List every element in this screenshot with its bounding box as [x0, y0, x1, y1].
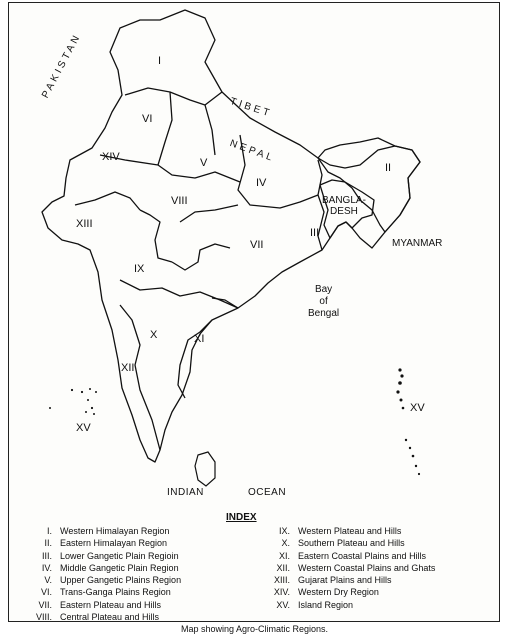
- indian-ocean-label-2: OCEAN: [248, 487, 287, 498]
- northeast-outline: [318, 146, 420, 232]
- region-label-x: X: [150, 329, 158, 341]
- index-name: Southern Plateau and Hills: [298, 538, 405, 549]
- index-num: IX.: [278, 526, 290, 536]
- index-item: [24, 550, 181, 562]
- index-item: [262, 550, 435, 562]
- index-name: Trans-Ganga Plains Region: [60, 587, 171, 598]
- boundary: [172, 244, 230, 270]
- index-item: [262, 525, 435, 537]
- index-num: XV.: [276, 599, 290, 610]
- boundary: [120, 280, 238, 308]
- index-left-column: [24, 525, 181, 623]
- pakistan-label: PAKISTAN: [40, 31, 84, 101]
- index-item: [262, 599, 435, 611]
- region-label-iii: III: [310, 227, 320, 239]
- nepal-label: NEPAL: [228, 138, 277, 165]
- index-num: XII.: [276, 562, 290, 573]
- index-num: VII.: [38, 599, 52, 610]
- index-num: X.: [281, 538, 290, 549]
- index-item: [24, 537, 181, 549]
- region-label-xiv: XIV: [102, 151, 120, 163]
- index-item: [24, 574, 181, 586]
- index-right-column: [262, 525, 435, 611]
- region-label-iv: IV: [256, 177, 267, 189]
- index-num: VI.: [40, 587, 52, 598]
- index-item: [24, 586, 181, 598]
- region-label-xv-east: XV: [410, 402, 425, 414]
- region-label-xii: XII: [121, 362, 135, 374]
- tibet-label: TIBET: [228, 96, 274, 120]
- myanmar-label: MYANMAR: [392, 238, 443, 249]
- index-num: XIV.: [273, 587, 290, 598]
- index-item: [262, 562, 435, 574]
- index-name: Lower Gangetic Plain Regioin: [60, 550, 179, 561]
- index-name: Upper Gangetic Plains Region: [60, 575, 182, 586]
- index-name: Western Plateau and Hills: [298, 526, 402, 536]
- index-num: VIII.: [35, 612, 52, 623]
- index-item: [24, 611, 181, 623]
- index-name: Island Region: [298, 599, 354, 610]
- index-num: I.: [46, 526, 52, 536]
- index-name: Western Himalayan Region: [60, 526, 170, 536]
- boundary: [75, 192, 140, 210]
- index-num: III.: [41, 550, 52, 561]
- index-item: [24, 562, 181, 574]
- index-name: Middle Gangetic Plain Region: [60, 562, 179, 573]
- indian-ocean-label-1: INDIAN: [167, 487, 204, 498]
- boundary: [140, 210, 172, 262]
- index-name: Central Plateau and Hills: [60, 612, 160, 623]
- index-title: INDEX: [226, 512, 257, 523]
- bangladesh-label: BANGLA- DESH: [322, 195, 366, 217]
- index-name: Gujarat Plains and Hills: [298, 575, 392, 586]
- region-label-ii: II: [385, 162, 392, 174]
- india-outline: [42, 10, 420, 462]
- boundary: [125, 88, 222, 105]
- index-name: Western Dry Region: [298, 587, 379, 598]
- index-num: V.: [44, 575, 52, 586]
- index-item: [24, 525, 181, 537]
- region-label-ix: IX: [134, 263, 145, 275]
- index-item: [262, 586, 435, 598]
- region-label-v: V: [200, 157, 208, 169]
- boundary: [205, 105, 215, 155]
- index-num: XI.: [278, 550, 290, 561]
- lakshadweep-islands: [49, 388, 97, 415]
- index-item: [262, 537, 435, 549]
- index-name: Western Coastal Plains and Ghats: [298, 562, 436, 573]
- region-label-xiii: XIII: [76, 218, 93, 230]
- region-label-xv-west: XV: [76, 422, 91, 434]
- index-item: [24, 599, 181, 611]
- index-name: Eastern Himalayan Region: [60, 538, 168, 549]
- boundary: [158, 92, 172, 165]
- andaman-islands: [396, 368, 420, 475]
- boundary: [178, 320, 212, 398]
- region-label-xi: XI: [194, 333, 205, 345]
- index-name: Eastern Coastal Plains and Hills: [298, 550, 427, 561]
- region-label-i: I: [158, 55, 162, 67]
- index-name: Eastern Plateau and Hills: [60, 599, 162, 610]
- boundary: [120, 305, 160, 450]
- region-label-viii: VIII: [171, 195, 188, 207]
- index-num: IV.: [41, 562, 52, 573]
- region-label-vi: VI: [142, 113, 153, 125]
- index-num: XIII.: [273, 575, 290, 586]
- region-label-vii: VII: [250, 239, 264, 251]
- map-caption: Map showing Agro-Climatic Regions.: [180, 624, 329, 634]
- sri-lanka: [195, 452, 215, 486]
- index-item: [262, 574, 435, 586]
- index-num: II.: [44, 538, 52, 549]
- boundary: [100, 155, 240, 182]
- bay-of-bengal-label: Bay of Bengal: [308, 284, 340, 319]
- boundary: [180, 205, 238, 222]
